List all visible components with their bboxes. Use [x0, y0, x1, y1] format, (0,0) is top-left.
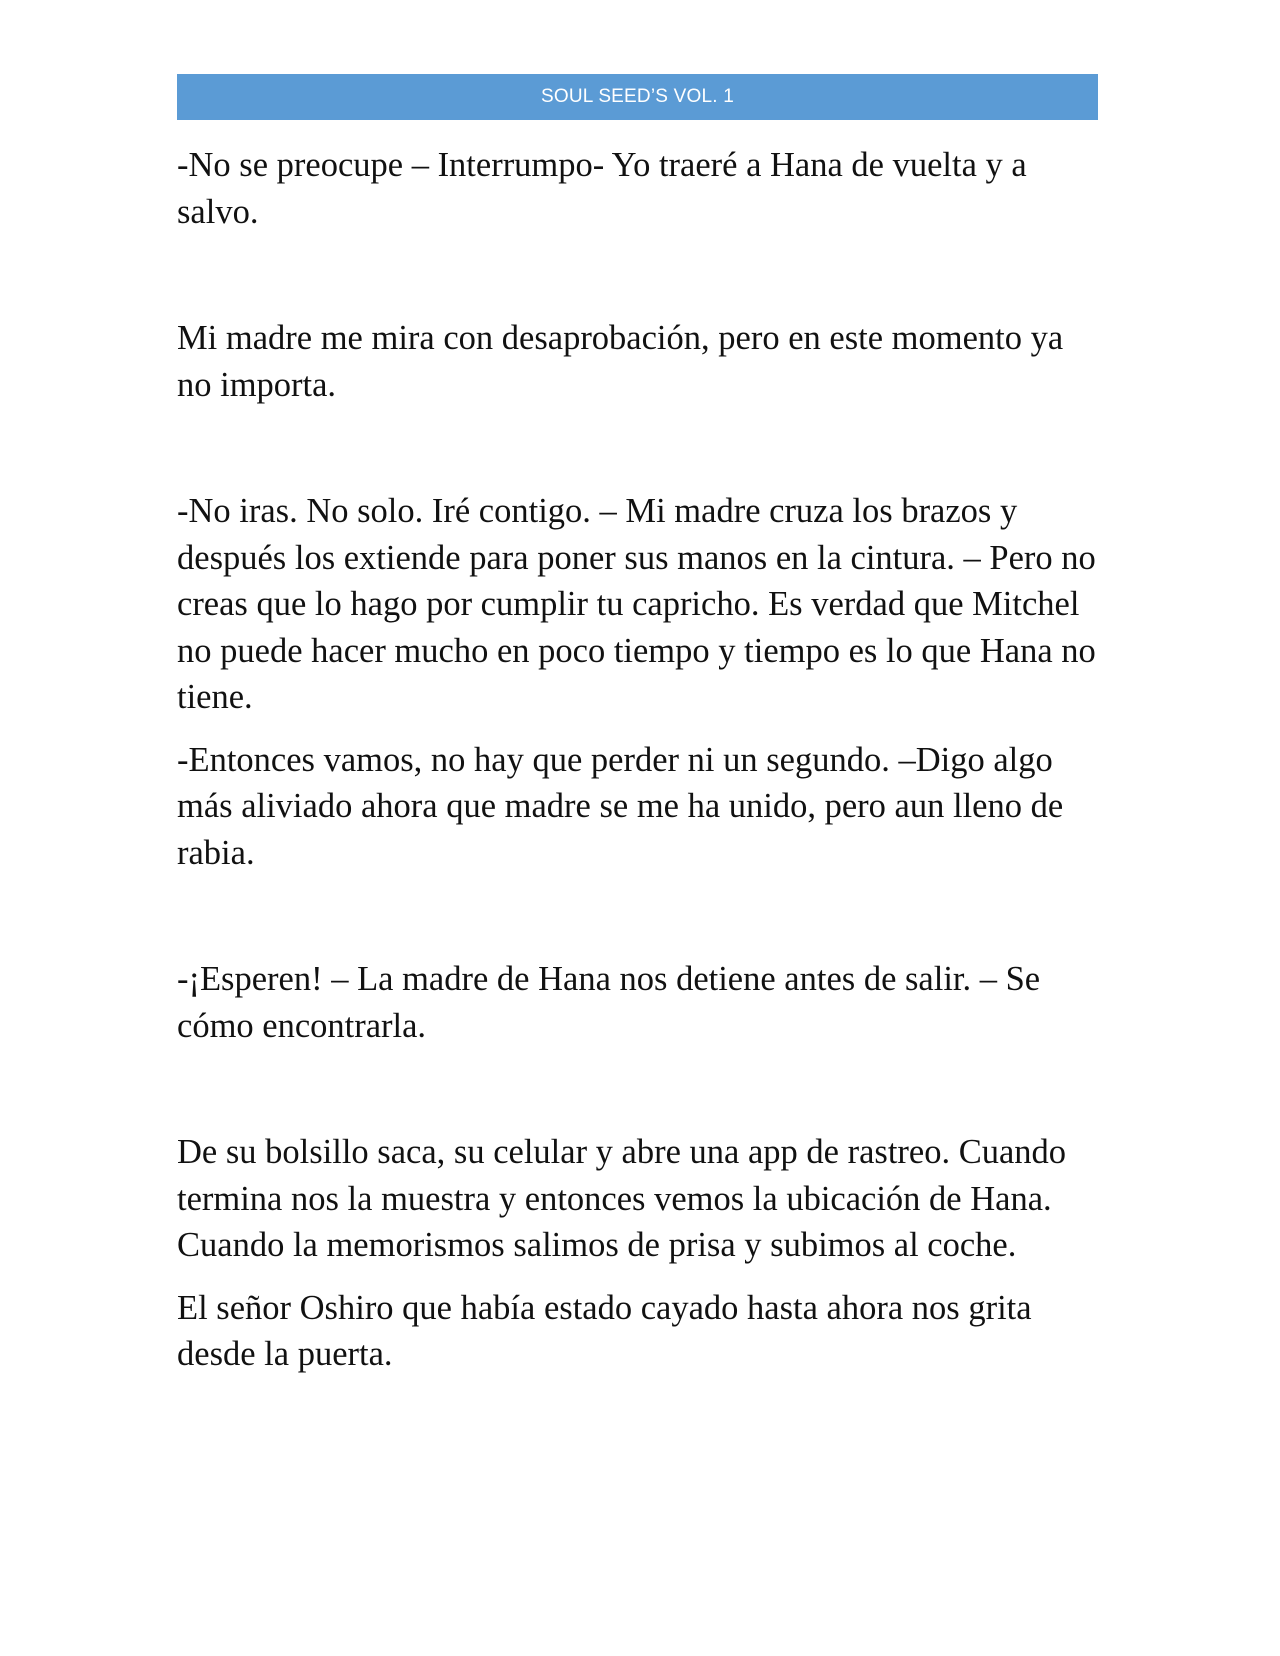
paragraph-3: -No iras. No solo. Iré contigo. – Mi madre cruza los brazos y después los extiende para poner sus manos en la cintura. – Pero no creas que lo hago por cumplir tu capricho. Es verdad que Mitchel no puede hacer mucho en poco tiempo y tiempo es lo que Hana no tiene. — [177, 492, 1096, 716]
paragraph-1: -No se preocupe – Interrumpo- Yo traeré a Hana de vuelta y a salvo. — [177, 146, 1027, 231]
running-header — [177, 74, 1098, 120]
header-title: SOUL SEED’S VOL. 1 — [541, 86, 734, 107]
paragraph-2: Mi madre me mira con desaprobación, pero en este momento ya no importa. — [177, 319, 1064, 404]
paragraph-5: -¡Esperen! – La madre de Hana nos detiene antes de salir. – Se cómo encontrarla. — [177, 960, 1041, 1045]
paragraph-7: El señor Oshiro que había estado cayado hasta ahora nos grita desde la puerta. — [177, 1288, 1032, 1373]
body-text — [177, 142, 1102, 1378]
paragraph-4: -Entonces vamos, no hay que perder ni un segundo. –Digo algo más aliviado ahora que madre se me ha unido, pero aun lleno de rabia. — [177, 740, 1064, 872]
paragraph-6: De su bolsillo saca, su celular y abre una app de rastreo. Cuando termina nos la muestra y entonces vemos la ubicación de Hana. Cuando la memorismos salimos de prisa y subimos al coche. — [177, 1133, 1067, 1264]
